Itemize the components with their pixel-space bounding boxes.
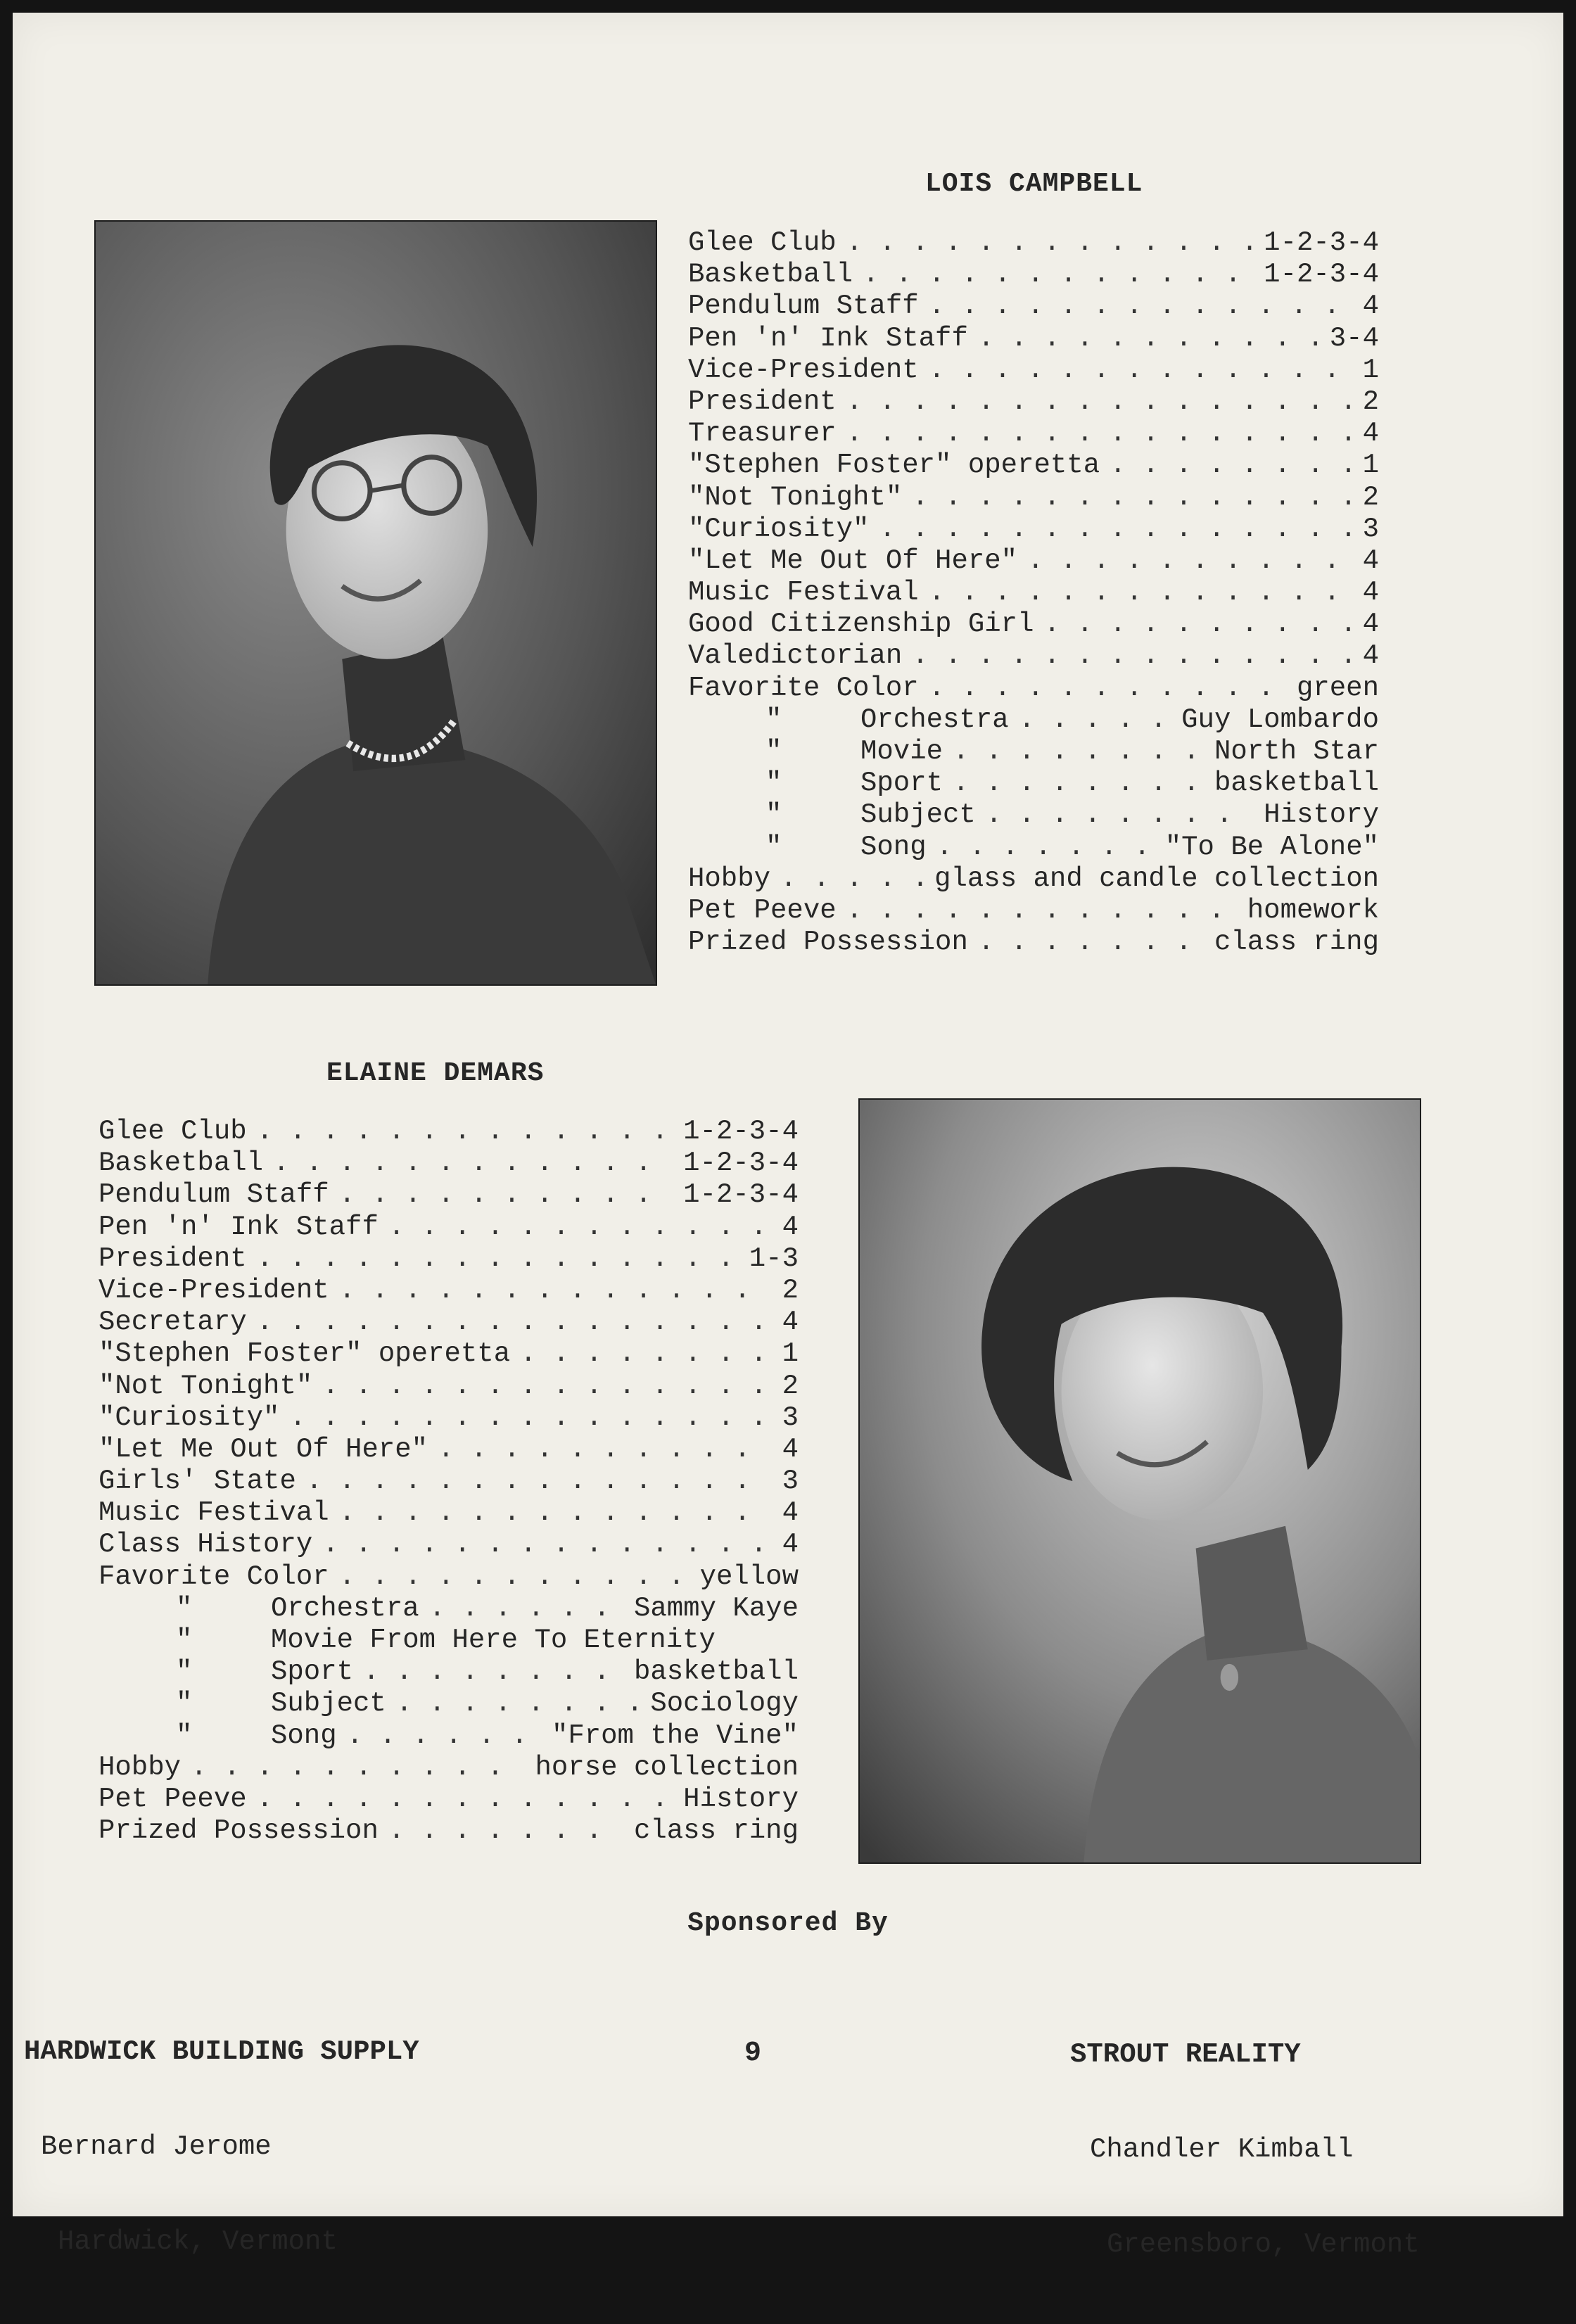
list-item: " Subject . . . Sociology xyxy=(99,1688,799,1720)
ditto-mark: " xyxy=(176,1688,193,1720)
list-item: Pendulum Staff . . . 4 xyxy=(688,291,1379,322)
list-item: Prized Possession . . . class ring xyxy=(99,1815,799,1847)
ditto-mark: " xyxy=(176,1592,193,1624)
list-item: Class History . . . 4 xyxy=(99,1529,799,1561)
portrait-elaine-image xyxy=(860,1100,1420,1862)
list-item: Vice-President . . . 2 xyxy=(99,1275,799,1307)
ditto-mark: " xyxy=(765,704,782,735)
list-item: " Song . . . "To Be Alone" xyxy=(688,832,1379,863)
sponsored-by-heading: Sponsored By xyxy=(687,1908,889,1938)
ditto-mark: " xyxy=(765,736,782,767)
list-item: Pendulum Staff . . . 1-2-3-4 xyxy=(99,1179,799,1211)
sponsor-location: Hardwick, Vermont xyxy=(58,2226,338,2257)
list-item: Pet Peeve . . . History xyxy=(99,1784,799,1815)
student-name-lois: LOIS CAMPBELL xyxy=(925,169,1143,199)
list-item: "Let Me Out Of Here" . . . 4 xyxy=(688,545,1379,577)
list-item: Basketball . . . 1-2-3-4 xyxy=(99,1148,799,1179)
list-item: "Let Me Out Of Here" . . . 4 xyxy=(99,1434,799,1466)
list-item: Music Festival . . . 4 xyxy=(688,577,1379,609)
sponsor-person: Bernard Jerome xyxy=(41,2131,272,2162)
list-item: " Subject . . . History xyxy=(688,799,1379,831)
list-item: Basketball . . . 1-2-3-4 xyxy=(688,259,1379,291)
list-item: Pet Peeve . . . homework xyxy=(688,895,1379,927)
list-item: Vice-President . . . 1 xyxy=(688,355,1379,386)
list-item: " Sport . . . basketball xyxy=(688,768,1379,799)
list-item: Prized Possession . . . class ring xyxy=(688,927,1379,958)
list-item: "Stephen Foster" operetta . . . 1 xyxy=(99,1338,799,1370)
sponsor-person: Chandler Kimball xyxy=(1090,2134,1354,2165)
ditto-mark: " xyxy=(176,1656,193,1688)
portrait-photo-elaine xyxy=(858,1098,1421,1864)
list-item: "Curiosity" . . . 3 xyxy=(99,1402,799,1434)
list-item: "Not Tonight" . . . 2 xyxy=(99,1371,799,1402)
list-item: Treasurer . . . 4 xyxy=(688,418,1379,450)
list-item: " Song . . . "From the Vine" xyxy=(99,1720,799,1752)
ditto-mark: " xyxy=(765,768,782,799)
list-item: Favorite Color . . . yellow xyxy=(99,1561,799,1593)
ditto-mark: " xyxy=(176,1720,193,1751)
list-item: Hobby . . . glass and candle collection xyxy=(688,863,1379,895)
yearbook-page xyxy=(13,13,1563,2260)
ditto-mark: " xyxy=(176,1625,193,1656)
sponsor-left xyxy=(24,1973,419,2321)
sponsor-location: Greensboro, Vermont xyxy=(1107,2229,1420,2260)
list-item: " Movie From Here To Eternity xyxy=(99,1625,799,1656)
list-item: Pen 'n' Ink Staff . . . 3-4 xyxy=(688,323,1379,355)
list-item: " Sport . . . basketball xyxy=(99,1656,799,1688)
list-item: President . . . 2 xyxy=(688,386,1379,418)
list-item: "Not Tonight" . . . 2 xyxy=(688,482,1379,514)
portrait-photo-lois xyxy=(94,220,657,986)
list-item: " Orchestra . . . Guy Lombardo xyxy=(688,704,1379,736)
list-item: Glee Club . . . 1-2-3-4 xyxy=(688,227,1379,259)
list-item: "Stephen Foster" operetta . . . 1 xyxy=(688,450,1379,481)
list-item: Favorite Color . . . green xyxy=(688,673,1379,704)
list-item: Music Festival . . . 4 xyxy=(99,1497,799,1529)
ditto-mark: " xyxy=(765,799,782,831)
ditto-mark: " xyxy=(765,831,782,863)
list-item: Pen 'n' Ink Staff . . . 4 xyxy=(99,1212,799,1243)
list-item: " Orchestra . . . Sammy Kaye xyxy=(99,1593,799,1625)
sponsor-business-name: STROUT REALITY xyxy=(1070,2039,1301,2070)
student-name-elaine: ELAINE DEMARS xyxy=(326,1058,545,1088)
list-item: Hobby . . . horse collection xyxy=(99,1752,799,1784)
activity-list-lois xyxy=(688,227,1379,958)
activity-list-elaine xyxy=(99,1116,799,1847)
list-item: Girls' State . . . 3 xyxy=(99,1466,799,1497)
list-item: " Movie . . . North Star xyxy=(688,736,1379,768)
list-item: President . . . 1-3 xyxy=(99,1243,799,1275)
list-item: Valedictorian . . . 4 xyxy=(688,640,1379,672)
list-item: Secretary . . . 4 xyxy=(99,1307,799,1338)
list-item: "Curiosity" . . . 3 xyxy=(688,514,1379,545)
portrait-lois-image xyxy=(96,222,656,984)
list-item: Glee Club . . . 1-2-3-4 xyxy=(99,1116,799,1148)
sponsor-right xyxy=(1070,1976,1420,2324)
page-number: 9 xyxy=(744,2038,762,2069)
list-item: Good Citizenship Girl . . . 4 xyxy=(688,609,1379,640)
sponsor-business-name: HARDWICK BUILDING SUPPLY xyxy=(24,2036,419,2067)
